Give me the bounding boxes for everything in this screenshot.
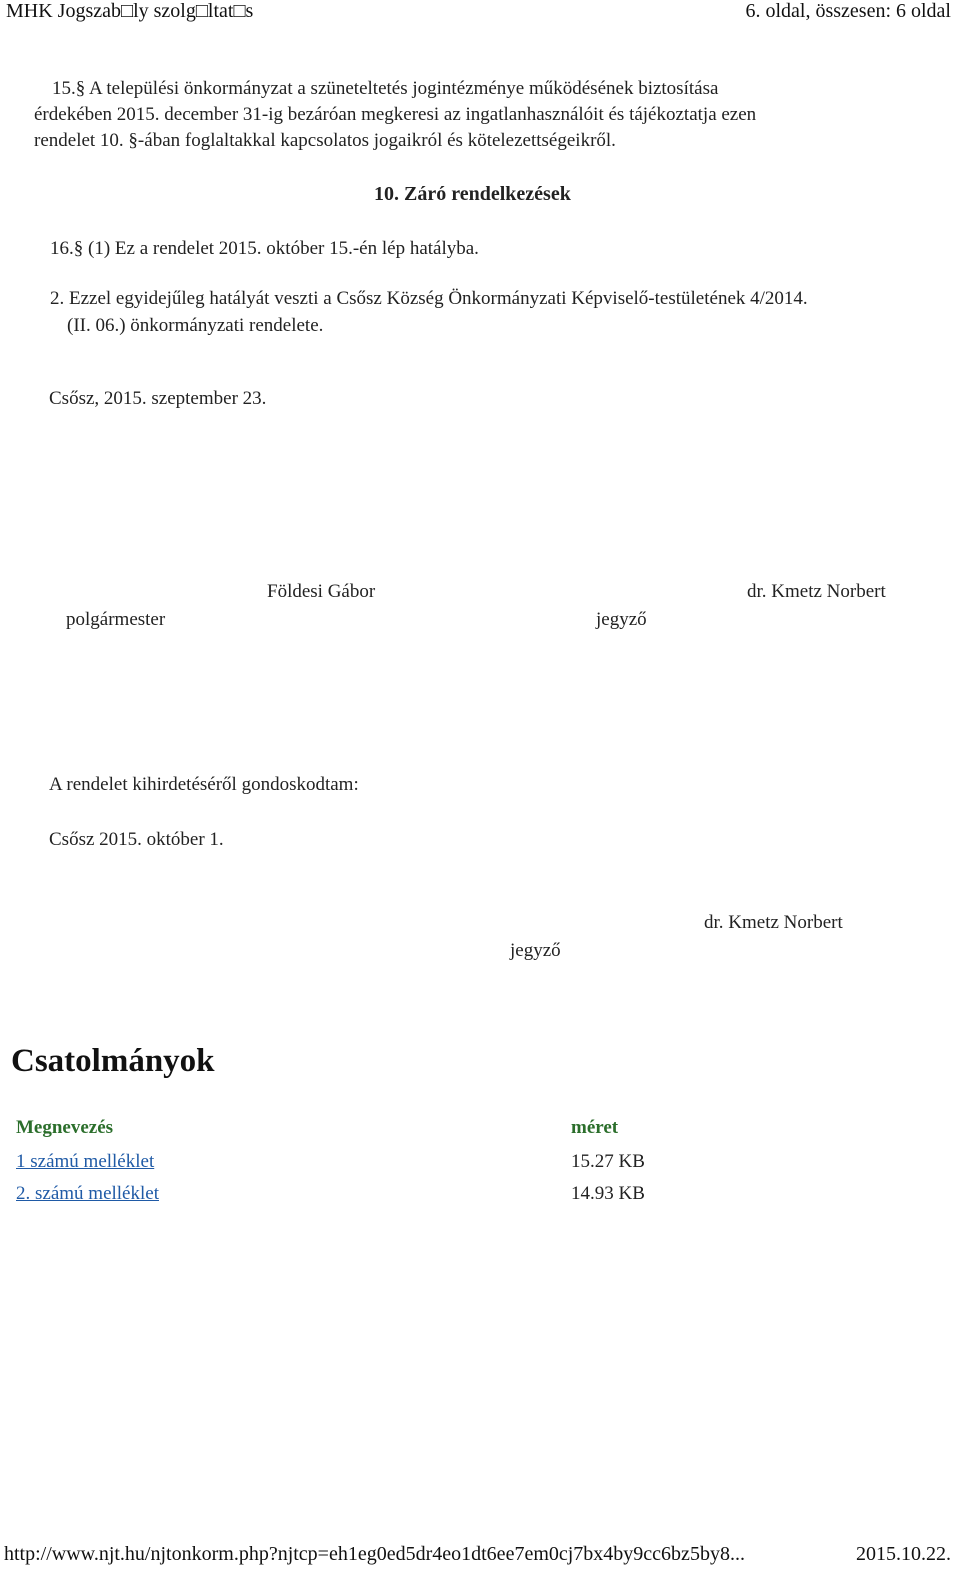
paragraph-15-line-1: 15.§ A települési önkormányzat a szüneteltetés jogintézménye működésének biztosítása <box>52 78 719 99</box>
paragraph-16-1: 16.§ (1) Ez a rendelet 2015. október 15.-én lép hatályba. <box>50 238 479 259</box>
mayor-role: polgármester <box>66 609 166 630</box>
attachments-column-name: Megnevezés <box>16 1117 114 1138</box>
paragraph-15 <box>34 76 920 154</box>
paragraph-16-2-line-2: (II. 06.) önkormányzati rendelete. <box>67 315 324 336</box>
notary-signature-name: dr. Kmetz Norbert <box>704 912 843 933</box>
page-header-title: MHK Jogszab□ly szolg□ltat□s <box>6 0 254 22</box>
attachments-column-size: méret <box>571 1117 619 1138</box>
place-date: Csősz, 2015. szeptember 23. <box>49 388 267 409</box>
mayor-name: Földesi Gábor <box>267 581 376 602</box>
promulgation-date: Csősz 2015. október 1. <box>49 829 224 850</box>
attachment-size-1: 15.27 KB <box>571 1151 645 1172</box>
footer-date: 2015.10.22. <box>856 1543 951 1565</box>
footer-url: http://www.njt.hu/njtonkorm.php?njtcp=eh1eg0ed5dr4eo1dt6ee7em0cj7bx4by9cc6bz5by8... <box>4 1543 745 1565</box>
page-number-info: 6. oldal, összesen: 6 oldal <box>745 0 951 22</box>
section-title: 10. Záró rendelkezések <box>374 183 571 205</box>
attachment-size-2: 14.93 KB <box>571 1183 645 1204</box>
promulgation-statement: A rendelet kihirdetéséről gondoskodtam: <box>49 774 359 795</box>
paragraph-16-2 <box>50 285 950 339</box>
attachment-link-2[interactable]: 2. számú melléklet <box>16 1183 159 1204</box>
notary-signature-role: jegyző <box>510 940 561 961</box>
notary-name: dr. Kmetz Norbert <box>747 581 886 602</box>
paragraph-15-line-3: rendelet 10. §-ában foglaltakkal kapcsolatos jogaikról és kötelezettségeikről. <box>34 130 616 151</box>
paragraph-16-2-line-1: 2. Ezzel egyidejűleg hatályát veszti a Csősz Község Önkormányzati Képviselő-testületének 4/2014. <box>50 288 808 309</box>
attachment-link-1[interactable]: 1 számú melléklet <box>16 1151 155 1172</box>
notary-role: jegyző <box>596 609 647 630</box>
attachments-title: Csatolmányok <box>11 1043 215 1079</box>
paragraph-15-line-2: érdekében 2015. december 31-ig bezáróan megkeresi az ingatlanhasználóit és tájékoztatja ezen <box>34 104 757 125</box>
